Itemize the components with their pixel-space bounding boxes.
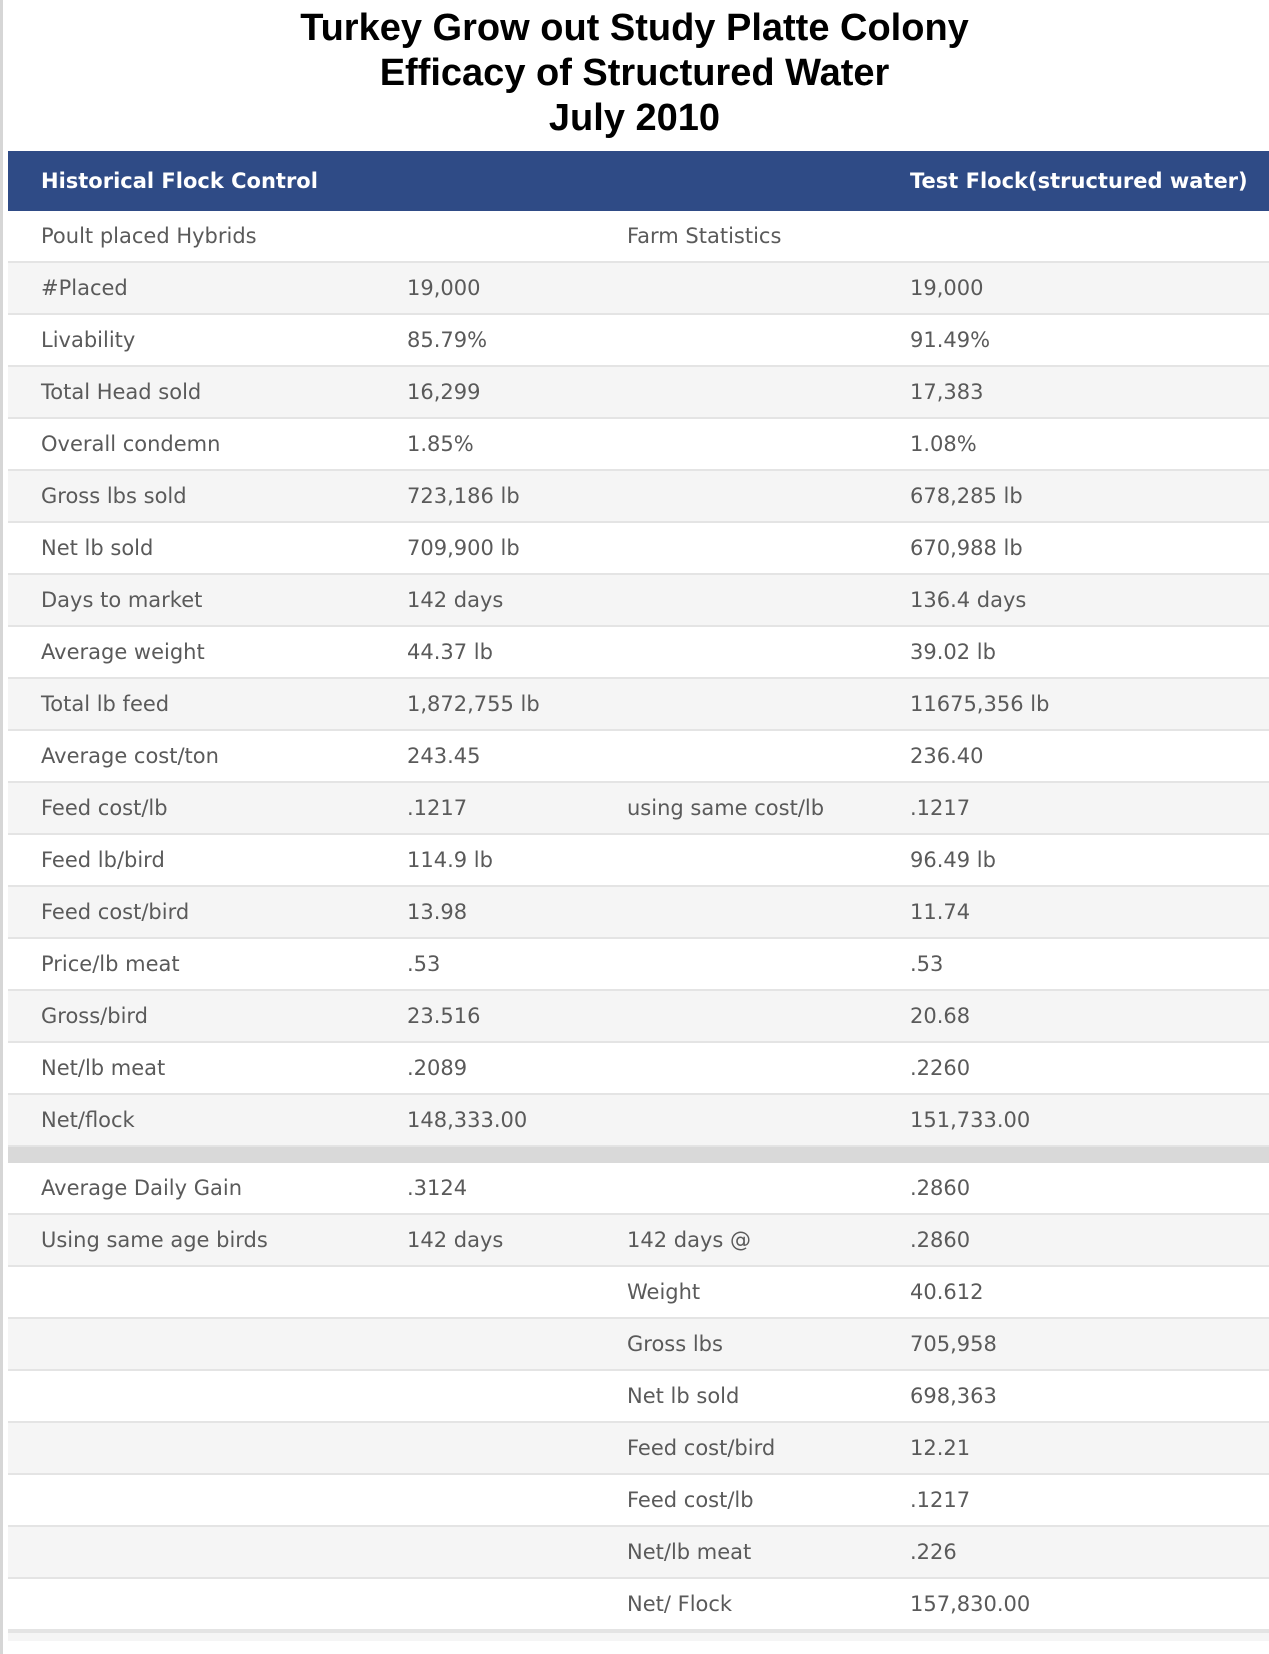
table-cell-c1: Using same age birds (41, 1228, 268, 1252)
table-cell-c1: Gross/bird (41, 1004, 149, 1028)
table-cell-c1: Net/flock (41, 1108, 135, 1132)
table-cell-c4: 39.02 lb (910, 640, 996, 664)
table-cell-c2: 709,900 lb (407, 536, 520, 560)
table-cell-c4: 40.612 (910, 1280, 984, 1304)
table-cell-c1: Total lb feed (41, 692, 170, 716)
table-row (8, 1371, 1269, 1423)
section-divider (8, 1147, 1269, 1163)
table-cell-c4: 670,988 lb (910, 536, 1023, 560)
table-cell-c1: Feed cost/lb (41, 796, 168, 820)
table-cell-c1: Overall condemn (41, 432, 221, 456)
table-cell-c4: 236.40 (910, 744, 984, 768)
table-cell-c3: 142 days @ (627, 1228, 752, 1252)
table-cell-c2: .3124 (407, 1176, 468, 1200)
table-cell-c1: Net lb sold (41, 536, 154, 560)
table-row (8, 1043, 1269, 1095)
table-cell-c2: 85.79% (407, 328, 488, 352)
table-row (8, 1475, 1269, 1527)
table-cell-c4: 705,958 (910, 1332, 997, 1356)
table-cell-c1: #Placed (41, 276, 128, 300)
table-cell-c1: Average weight (41, 640, 205, 664)
table-row (8, 835, 1269, 887)
table-cell-c2: 142 days (407, 588, 504, 612)
table-cell-c4: .226 (910, 1540, 957, 1564)
table-cell-c2: 44.37 lb (407, 640, 493, 664)
table-cell-c4: 96.49 lb (910, 848, 996, 872)
table-cell-c2: 142 days (407, 1228, 504, 1252)
header-test-flock: Test Flock(structured water) (910, 169, 1248, 193)
table-cell-c1: Total Head sold (41, 380, 202, 404)
table-row (8, 783, 1269, 835)
table-cell-c3: Feed cost/bird (627, 1436, 776, 1460)
header-historical-flock: Historical Flock Control (41, 169, 318, 193)
table-cell-c3: Feed cost/lb (627, 1488, 754, 1512)
table-cell-c3: Net/ Flock (627, 1592, 733, 1616)
table-cell-c2: 23.516 (407, 1004, 481, 1028)
table-cell-c4: 1.08% (910, 432, 977, 456)
table-row (8, 1579, 1269, 1631)
table-cell-c4: .2260 (910, 1056, 971, 1080)
table-cell-c4: 678,285 lb (910, 484, 1023, 508)
table-cell-c4: 11675,356 lb (910, 692, 1050, 716)
table-cell-c2: 723,186 lb (407, 484, 520, 508)
table-row (8, 1319, 1269, 1371)
table-footer-strip (8, 1631, 1269, 1641)
table-cell-c4: .1217 (910, 796, 971, 820)
table-row (8, 627, 1269, 679)
table-cell-c2: .2089 (407, 1056, 468, 1080)
table-cell-c2: 243.45 (407, 744, 481, 768)
table-row (8, 1423, 1269, 1475)
table-cell-c3: Gross lbs (627, 1332, 723, 1356)
table-cell-c1: Livability (41, 328, 136, 352)
table-cell-c4: 11.74 (910, 900, 971, 924)
table-cell-c4: .53 (910, 952, 944, 976)
table-row (8, 211, 1269, 263)
table-cell-c4: 12.21 (910, 1436, 971, 1460)
page-title (0, 6, 1269, 141)
table-cell-c4: 19,000 (910, 276, 984, 300)
table-body-main (8, 211, 1269, 1147)
title-line-1: Turkey Grow out Study Platte Colony (300, 7, 969, 49)
table-row (8, 1527, 1269, 1579)
table-cell-c2: 19,000 (407, 276, 481, 300)
table-row (8, 419, 1269, 471)
table-row (8, 1267, 1269, 1319)
table-cell-c2: .53 (407, 952, 441, 976)
table-row (8, 679, 1269, 731)
table-cell-c1: Feed lb/bird (41, 848, 165, 872)
table-row (8, 1215, 1269, 1267)
table-cell-c1: Net/lb meat (41, 1056, 166, 1080)
table-row (8, 939, 1269, 991)
comparison-table (8, 151, 1269, 1641)
table-row (8, 367, 1269, 419)
table-cell-c1: Average cost/ton (41, 744, 219, 768)
table-cell-c3: Net/lb meat (627, 1540, 752, 1564)
table-cell-c2: 114.9 lb (407, 848, 493, 872)
table-cell-c1: Feed cost/bird (41, 900, 190, 924)
table-cell-c1: Average Daily Gain (41, 1176, 243, 1200)
table-cell-c1: Gross lbs sold (41, 484, 187, 508)
title-line-3: July 2010 (548, 97, 721, 139)
table-row (8, 315, 1269, 367)
left-edge-rule (0, 0, 3, 1654)
table-cell-c1: Days to market (41, 588, 203, 612)
table-cell-c4: .2860 (910, 1228, 971, 1252)
table-cell-c4: 20.68 (910, 1004, 971, 1028)
table-cell-c3: Weight (627, 1280, 701, 1304)
table-cell-c2: 148,333.00 (407, 1108, 528, 1132)
table-cell-c3: Farm Statistics (627, 224, 782, 248)
table-cell-c4: .1217 (910, 1488, 971, 1512)
table-cell-c4: 157,830.00 (910, 1592, 1031, 1616)
table-cell-c3: using same cost/lb (627, 796, 825, 820)
table-header (8, 151, 1269, 211)
table-cell-c4: 17,383 (910, 380, 984, 404)
table-row (8, 991, 1269, 1043)
table-cell-c4: 151,733.00 (910, 1108, 1031, 1132)
table-row (8, 523, 1269, 575)
table-row (8, 1095, 1269, 1147)
table-cell-c2: 13.98 (407, 900, 468, 924)
table-row (8, 263, 1269, 315)
table-cell-c4: .2860 (910, 1176, 971, 1200)
table-cell-c2: 16,299 (407, 380, 481, 404)
table-cell-c2: 1,872,755 lb (407, 692, 540, 716)
table-cell-c3: Net lb sold (627, 1384, 740, 1408)
table-row (8, 887, 1269, 939)
table-row (8, 731, 1269, 783)
table-row (8, 471, 1269, 523)
table-body-extrapolated (8, 1163, 1269, 1631)
table-cell-c4: 136.4 days (910, 588, 1027, 612)
table-cell-c4: 91.49% (910, 328, 991, 352)
table-cell-c1: Poult placed Hybrids (41, 224, 257, 248)
table-row (8, 1163, 1269, 1215)
table-cell-c2: 1.85% (407, 432, 474, 456)
title-line-2: Efficacy of Structured Water (379, 52, 890, 94)
table-cell-c4: 698,363 (910, 1384, 997, 1408)
table-cell-c2: .1217 (407, 796, 468, 820)
table-row (8, 575, 1269, 627)
table-cell-c1: Price/lb meat (41, 952, 180, 976)
